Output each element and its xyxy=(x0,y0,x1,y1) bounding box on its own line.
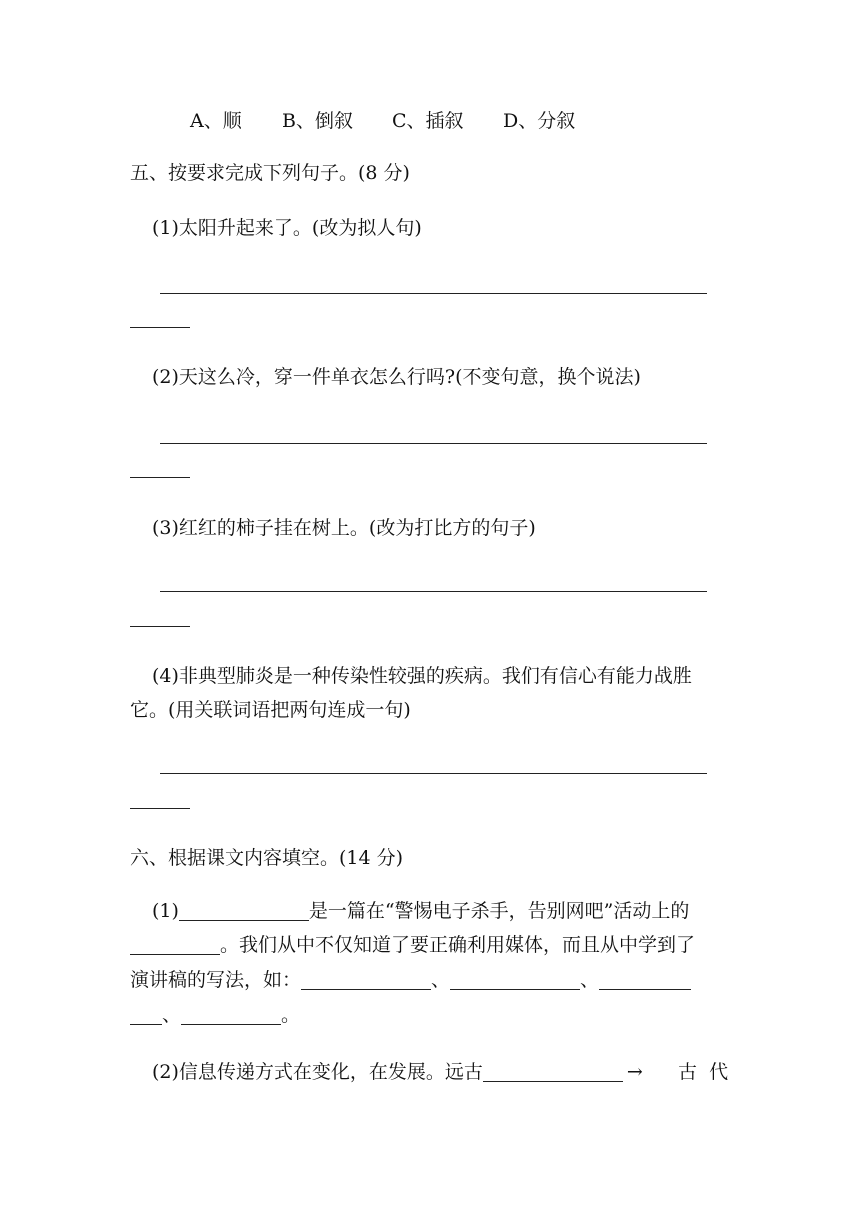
answer-line[interactable] xyxy=(160,591,707,592)
separator: 、 xyxy=(431,969,451,991)
answer-line[interactable] xyxy=(160,293,707,294)
answer-line[interactable] xyxy=(160,443,707,444)
section5-heading: 五、按要求完成下列句子。(8 分) xyxy=(130,162,410,184)
fill-blank[interactable] xyxy=(301,969,431,990)
item-text: 是一篇在“警惕电子杀手，告别网吧”活动上的 xyxy=(308,900,690,922)
fill-blank[interactable] xyxy=(179,900,309,921)
section5-item-3: (3)红红的柿子挂在树上。(改为打比方的句子) xyxy=(152,517,536,539)
separator: 、 xyxy=(162,1004,182,1026)
section6-item-1-line-2 xyxy=(130,932,695,958)
section5-item-4-cont: 它。(用关联词语把两句连成一句) xyxy=(130,699,411,721)
section6-item-1-line-4 xyxy=(130,1002,300,1028)
fill-blank[interactable] xyxy=(483,1061,623,1082)
section5-item-1: (1)太阳升起来了。(改为拟人句) xyxy=(152,217,422,239)
section6-item-2-tail: 古 代 xyxy=(678,1061,729,1083)
section6-heading: 六、根据课文内容填空。(14 分) xyxy=(130,847,404,869)
answer-line-tail[interactable] xyxy=(130,626,190,627)
fill-blank[interactable] xyxy=(130,934,220,955)
separator: 、 xyxy=(580,969,600,991)
item-end: 。 xyxy=(281,1004,301,1026)
section5-item-4: (4)非典型肺炎是一种传染性较强的疾病。我们有信心有能力战胜 xyxy=(152,665,692,687)
answer-line-tail[interactable] xyxy=(130,327,190,328)
section6-item-1-line-3 xyxy=(130,967,691,993)
choice-option-b: B、倒叙 xyxy=(282,110,353,132)
answer-line-tail[interactable] xyxy=(130,808,190,809)
section5-item-2: (2)天这么冷，穿一件单衣怎么行吗?(不变句意，换个说法) xyxy=(152,366,641,388)
fill-blank[interactable] xyxy=(181,1004,281,1025)
section6-item-1-line-1 xyxy=(152,898,689,924)
item-text: 。我们从中不仅知道了要正确利用媒体，而且从中学到了 xyxy=(220,934,696,956)
choice-option-c: C、插叙 xyxy=(392,110,464,132)
choice-option-a: A、顺 xyxy=(190,110,242,132)
fill-blank[interactable] xyxy=(599,969,691,990)
answer-line[interactable] xyxy=(160,773,707,774)
choice-option-d: D、分叙 xyxy=(503,110,576,132)
arrow-right-icon: → xyxy=(626,1061,643,1083)
fill-blank[interactable] xyxy=(130,1004,162,1025)
fill-blank[interactable] xyxy=(450,969,580,990)
item-number: (1) xyxy=(152,900,179,922)
answer-line-tail[interactable] xyxy=(130,477,190,478)
item-text: (2)信息传递方式在变化，在发展。远古 xyxy=(152,1061,483,1083)
item-text: 演讲稿的写法，如： xyxy=(130,969,302,991)
section6-item-2 xyxy=(152,1059,643,1085)
